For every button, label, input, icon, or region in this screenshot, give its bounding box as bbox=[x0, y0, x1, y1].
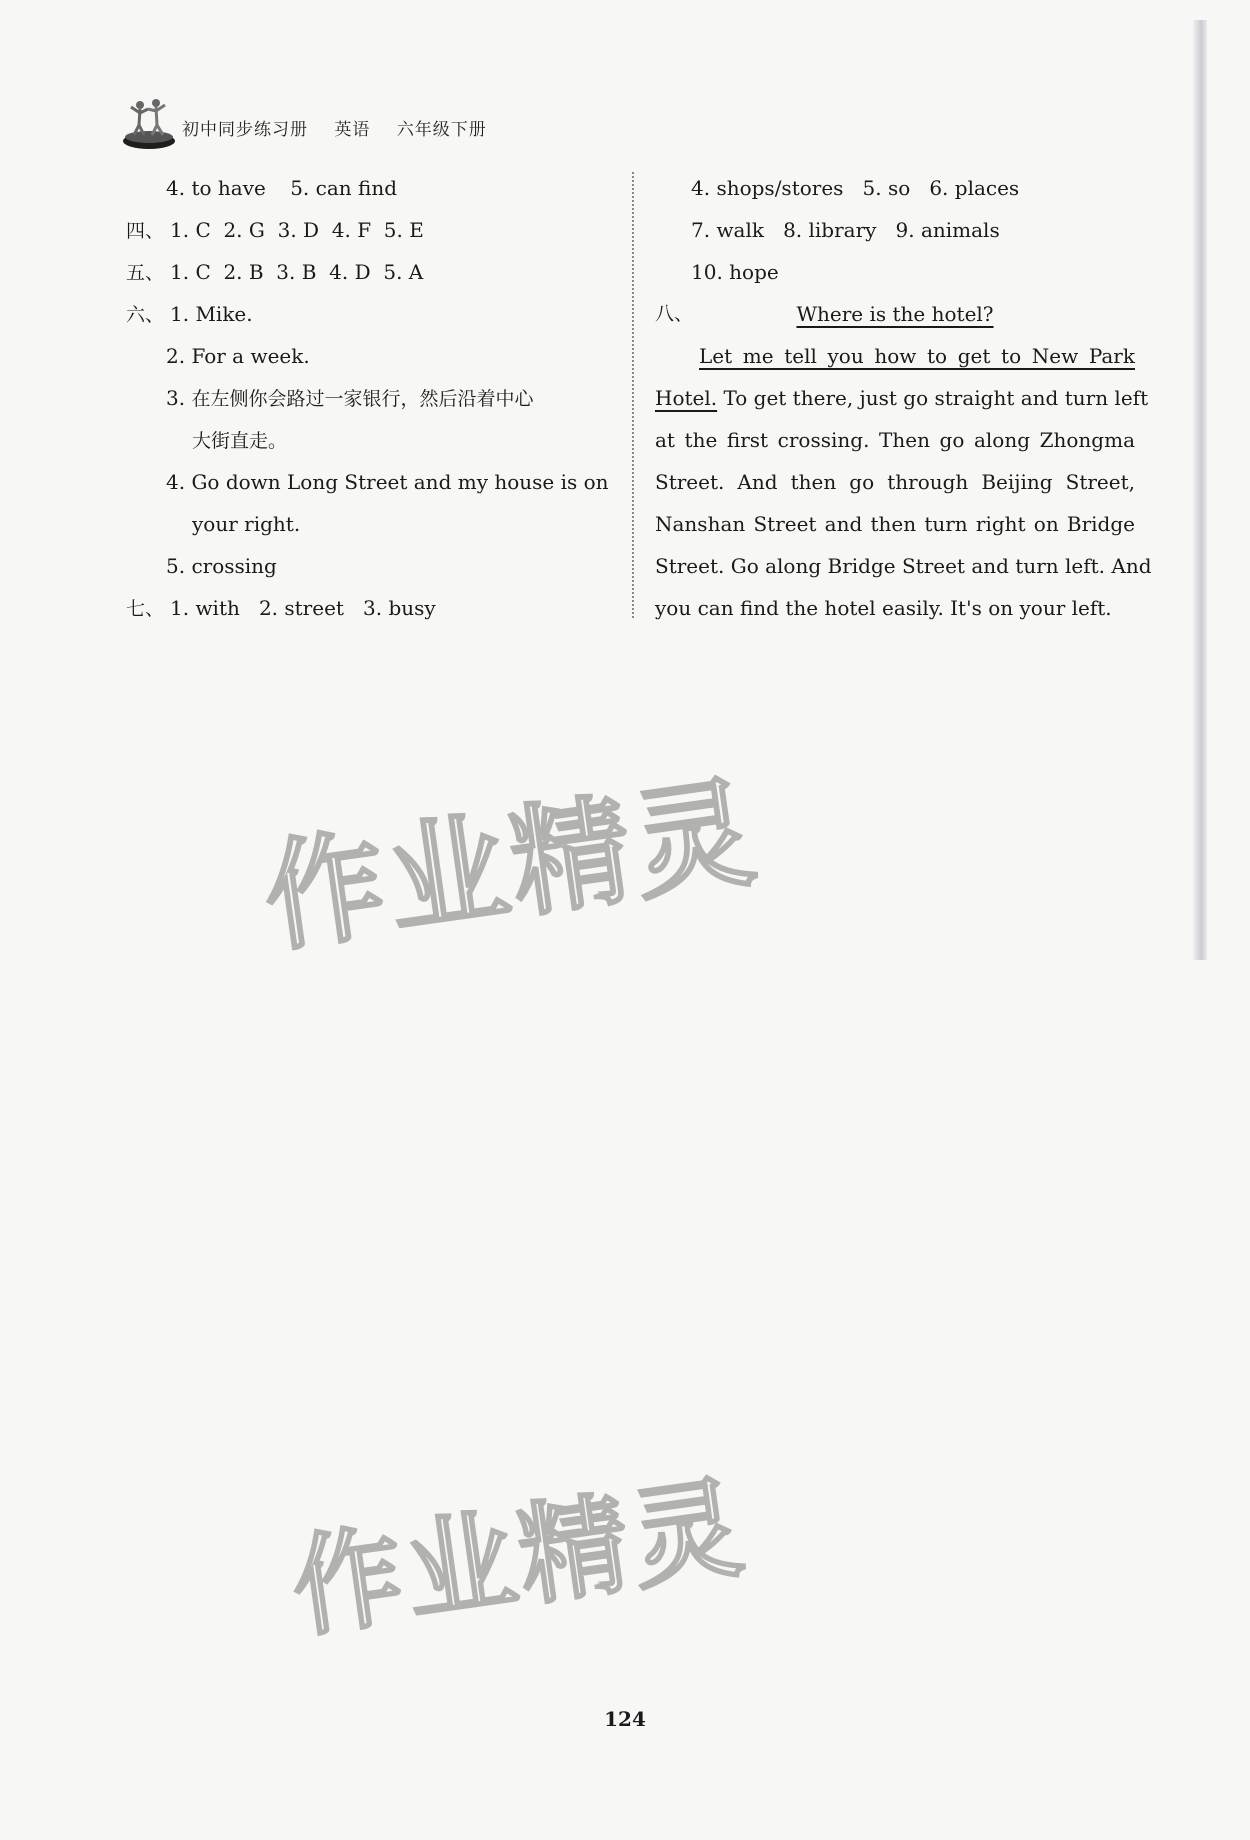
essay-text: you can find the hotel easily. It's on your left. bbox=[655, 596, 1112, 620]
answer-text: 4. shops/stores 5. so 6. places bbox=[691, 176, 1020, 200]
answer-text: 大街直走。 bbox=[192, 430, 288, 452]
answer-num: 5. bbox=[290, 176, 310, 200]
essay-line bbox=[655, 587, 1135, 629]
watermark: 作业精灵 bbox=[284, 1462, 754, 1654]
answer-text: 1. Mike. bbox=[170, 302, 253, 326]
answer-text: 在左侧你会路过一家银行，然后沿着中心 bbox=[191, 388, 534, 410]
essay-line bbox=[655, 377, 1149, 419]
section-label: 七、 bbox=[126, 598, 165, 620]
right-column bbox=[655, 167, 1152, 629]
essay-text: Street. Go along Bridge Street and turn left. And bbox=[655, 554, 1152, 578]
answer-line bbox=[126, 419, 626, 461]
subject-label: 英语 bbox=[334, 120, 371, 140]
section-label: 六、 bbox=[126, 304, 165, 326]
answer-line bbox=[655, 167, 1135, 209]
essay-text: Nanshan Street and then turn right on Bridge bbox=[655, 512, 1135, 536]
answer-text: 2. For a week. bbox=[166, 344, 310, 368]
left-column bbox=[126, 167, 626, 629]
essay-line bbox=[655, 419, 1135, 461]
essay-line bbox=[655, 503, 1135, 545]
answer-line bbox=[126, 335, 626, 377]
answer-line bbox=[126, 167, 626, 209]
section-four bbox=[126, 209, 626, 251]
page-number: 124 bbox=[604, 1707, 646, 1731]
header-title bbox=[182, 115, 507, 140]
answer-num: 4. bbox=[166, 176, 186, 200]
answer-text: 5. crossing bbox=[166, 554, 277, 578]
section-label: 四、 bbox=[126, 220, 165, 242]
section-seven bbox=[126, 587, 626, 629]
answer-text: 10. hope bbox=[691, 260, 779, 284]
answer-text: your right. bbox=[192, 512, 301, 536]
section-answers: 1. C 2. B 3. B 4. D 5. A bbox=[170, 260, 424, 284]
answer-line bbox=[126, 545, 626, 587]
answer-line bbox=[655, 251, 1135, 293]
essay-paragraph bbox=[655, 335, 1152, 629]
section-five bbox=[126, 251, 626, 293]
page-header bbox=[120, 95, 640, 155]
watermark: 作业精灵 bbox=[256, 763, 767, 970]
section-answers: 1. with 2. street 3. busy bbox=[170, 596, 436, 620]
answer-line bbox=[126, 461, 626, 503]
section-label: 五、 bbox=[126, 262, 165, 284]
essay-line bbox=[655, 545, 1152, 587]
answer-num: 3. bbox=[166, 386, 186, 410]
essay-text: To get there, just go straight and turn left bbox=[717, 386, 1149, 410]
book-title: 初中同步练习册 bbox=[182, 120, 308, 140]
answer-num: 4. bbox=[166, 470, 186, 494]
essay-line bbox=[655, 461, 1135, 503]
answer-text: can find bbox=[315, 176, 398, 200]
essay-text: Street. And then go through Beijing Street, bbox=[655, 470, 1135, 494]
essay-underlined: Hotel. bbox=[655, 386, 718, 410]
grade-label: 六年级下册 bbox=[396, 120, 487, 140]
section-eight-title bbox=[655, 293, 1135, 335]
essay-line bbox=[655, 335, 1135, 377]
answer-text: Go down Long Street and my house is on bbox=[191, 470, 609, 494]
section-answers: 1. C 2. G 3. D 4. F 5. E bbox=[170, 218, 424, 242]
essay-underlined: Let me tell you how to get to New Park bbox=[699, 344, 1135, 368]
section-label: 八、 bbox=[655, 303, 694, 325]
essay-text: at the first crossing. Then go along Zhongma bbox=[655, 428, 1135, 452]
section-six bbox=[126, 293, 626, 335]
page-edge bbox=[1193, 20, 1207, 960]
answer-text: 7. walk 8. library 9. animals bbox=[691, 218, 1000, 242]
book-logo-icon bbox=[120, 95, 178, 151]
answer-line bbox=[126, 503, 626, 545]
column-divider bbox=[632, 172, 634, 618]
answer-line bbox=[655, 209, 1135, 251]
answer-line bbox=[126, 377, 626, 419]
essay-title: Where is the hotel? bbox=[796, 302, 994, 326]
answer-text: to have bbox=[191, 176, 266, 200]
